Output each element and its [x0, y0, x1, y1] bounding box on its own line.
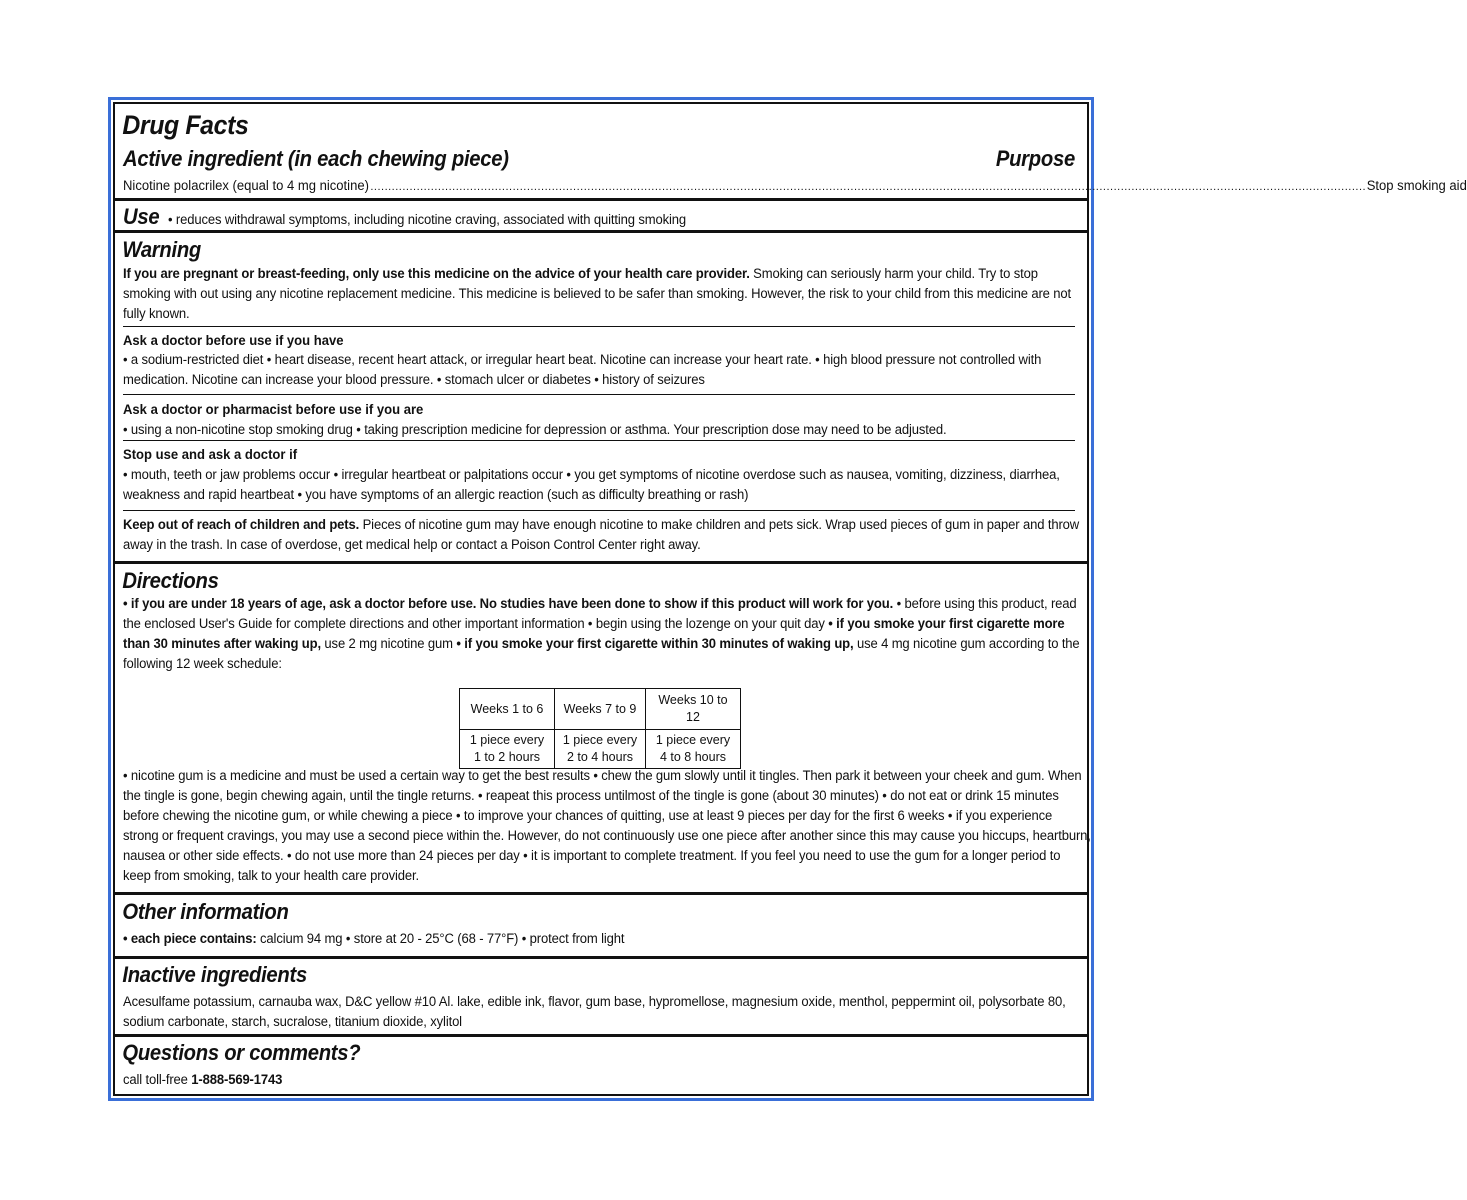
schedule-cell: 1 piece every 1 to 2 hours — [460, 730, 555, 769]
drug-facts-panel — [108, 97, 1467, 1101]
directions-heading: Directions — [122, 568, 219, 593]
schedule-header: Weeks 7 to 9 — [555, 689, 646, 730]
schedule-row — [460, 730, 741, 769]
inactive-ingredients-heading: Inactive ingredients — [122, 962, 307, 987]
schedule-cell: 1 piece every 4 to 8 hours — [646, 730, 741, 769]
schedule-header-row — [460, 689, 741, 730]
active-ingredient-heading: Active ingredient (in each chewing piece) — [123, 146, 509, 171]
use-heading: Use — [123, 204, 160, 229]
divider — [123, 326, 1075, 327]
dot-leader: ........................................................................................................................................................................................................................................................................................ — [370, 181, 1367, 193]
drug-facts-title: Drug Facts — [122, 110, 249, 140]
schedule-table — [459, 688, 741, 769]
active-ingredient-name: Nicotine polacrilex (equal to 4 mg nicotine) — [123, 178, 369, 194]
purpose-text: Stop smoking aid — [1366, 178, 1467, 194]
divider — [123, 394, 1075, 395]
divider — [115, 956, 1087, 959]
toll-free-phone: 1-888-569-1743 — [191, 1072, 283, 1088]
schedule-header: Weeks 10 to 12 — [646, 689, 741, 730]
other-information-text: • each piece contains: calcium 94 mg • store at 20 - 25°C (68 - 77°F) • protect from light — [123, 931, 625, 947]
directions-paragraph-2: • nicotine gum is a medicine and must be used a certain way to get the best results • chew the gum slowly until it tingles. Then park it between your cheek and gum. When the tingle is gone, begin chewing again, until the tingle returns. • reapeat this process untilmost of the tingle is gone (about 30 minutes) • do not eat or drink 15 minutes before chewing the nicotine gum, or while chewing a piece • to improve your chances of quitting, use at least 9 pieces per day for the first 6 weeks • if you experience strong or frequent cravings, you may use a second piece within the. However, do not continuously use one piece after another since this may cause you hiccups, heartburn, nausea or other side effects. • do not use more than 24 pieces per day • it is important to complete treatment. If you feel you need to use the gum for a longer period to keep from smoking, talk to your health care provider. — [123, 768, 1091, 884]
ask-pharmacist-heading: Ask a doctor or pharmacist before use if you are — [123, 402, 424, 418]
directions-paragraph-1: • if you are under 18 years of age, ask a doctor before use. No studies have been done to show if this product will work for you. • before using this product, read the enclosed User's Guide for complete directions and other important information • begin using the lozenge on your quit day • if you smoke your first cigarette more than 30 minutes after waking up, use 2 mg nicotine gum • if you smoke your first cigarette within 30 minutes of waking up, use 4 mg nicotine gum according to the following 12 week schedule: — [123, 596, 1080, 672]
ask-pharmacist-text: • using a non-nicotine stop smoking drug • taking prescription medicine for depression or asthma. Your prescription dose may need to be adjusted. — [123, 422, 947, 438]
divider — [115, 1034, 1087, 1037]
ask-doctor-text: • a sodium-restricted diet • heart disease, recent heart attack, or irregular heart beat. Nicotine can increase your heart rate. • high blood pressure not controlled with medication. Nicotine can increase your blood pressure. • stomach ulcer or diabetes • history of seizures — [123, 352, 1042, 388]
questions-heading: Questions or comments? — [122, 1040, 361, 1065]
active-ingredient-header — [123, 146, 1075, 172]
drug-facts-inner-border — [113, 102, 1467, 1096]
divider — [123, 510, 1075, 511]
warning-heading: Warning — [122, 237, 202, 262]
other-information-heading: Other information — [122, 899, 289, 924]
keep-out-bold: Keep out of reach of children and pets. — [123, 517, 360, 533]
warning-pregnancy-text: Smoking can seriously harm your child. Try to stop smoking with out using any nicotine replacement medicine. This medicine is believed to be safer than smoking. However, the risk to your child from this medicine are not fully known. — [123, 266, 1072, 322]
divider — [123, 440, 1075, 441]
active-ingredient-row — [123, 176, 1467, 197]
schedule-cell: 1 piece every 2 to 4 hours — [555, 730, 646, 769]
use-section — [115, 204, 1087, 230]
stop-use-text: • mouth, teeth or jaw problems occur • irregular heartbeat or palpitations occur • you get symptoms of nicotine overdose such as nausea, vomiting, dizziness, diarrhea, weakness and rapid heartbeat • you have symptoms of an allergic reaction (such as difficulty breathing or rash) — [123, 467, 1060, 503]
inactive-ingredients-text: Acesulfame potassium, carnauba wax, D&C yellow #10 Al. lake, edible ink, flavor, gum base, hypromellose, magnesium oxide, menthol, peppermint oil, polysorbate 80, sodium carbonate, starch, sucralose, titanium dioxide, xylitol — [123, 994, 1066, 1030]
divider — [115, 198, 1087, 201]
divider — [115, 561, 1087, 564]
warning-pregnancy-bold: If you are pregnant or breast-feeding, only use this medicine on the advice of your health care provider. — [123, 266, 750, 282]
use-text: • reduces withdrawal symptoms, including nicotine craving, associated with quitting smoking — [168, 212, 687, 228]
keep-out-of-reach — [115, 515, 1095, 555]
divider — [115, 230, 1087, 233]
keep-out-text: Pieces of nicotine gum may have enough nicotine to make children and pets sick. Wrap used pieces of gum in paper and throw away in the trash. In case of overdose, get medical help or contact a Poison Control Center right away. — [123, 517, 1080, 553]
warning-pregnancy — [115, 264, 1095, 324]
schedule-header: Weeks 1 to 6 — [460, 689, 555, 730]
questions-text: call toll-free 1-888-569-1743 — [123, 1072, 283, 1088]
divider — [115, 892, 1087, 895]
ask-doctor-heading: Ask a doctor before use if you have — [123, 333, 344, 349]
purpose-heading: Purpose — [995, 146, 1075, 171]
stop-use-heading: Stop use and ask a doctor if — [123, 447, 298, 463]
